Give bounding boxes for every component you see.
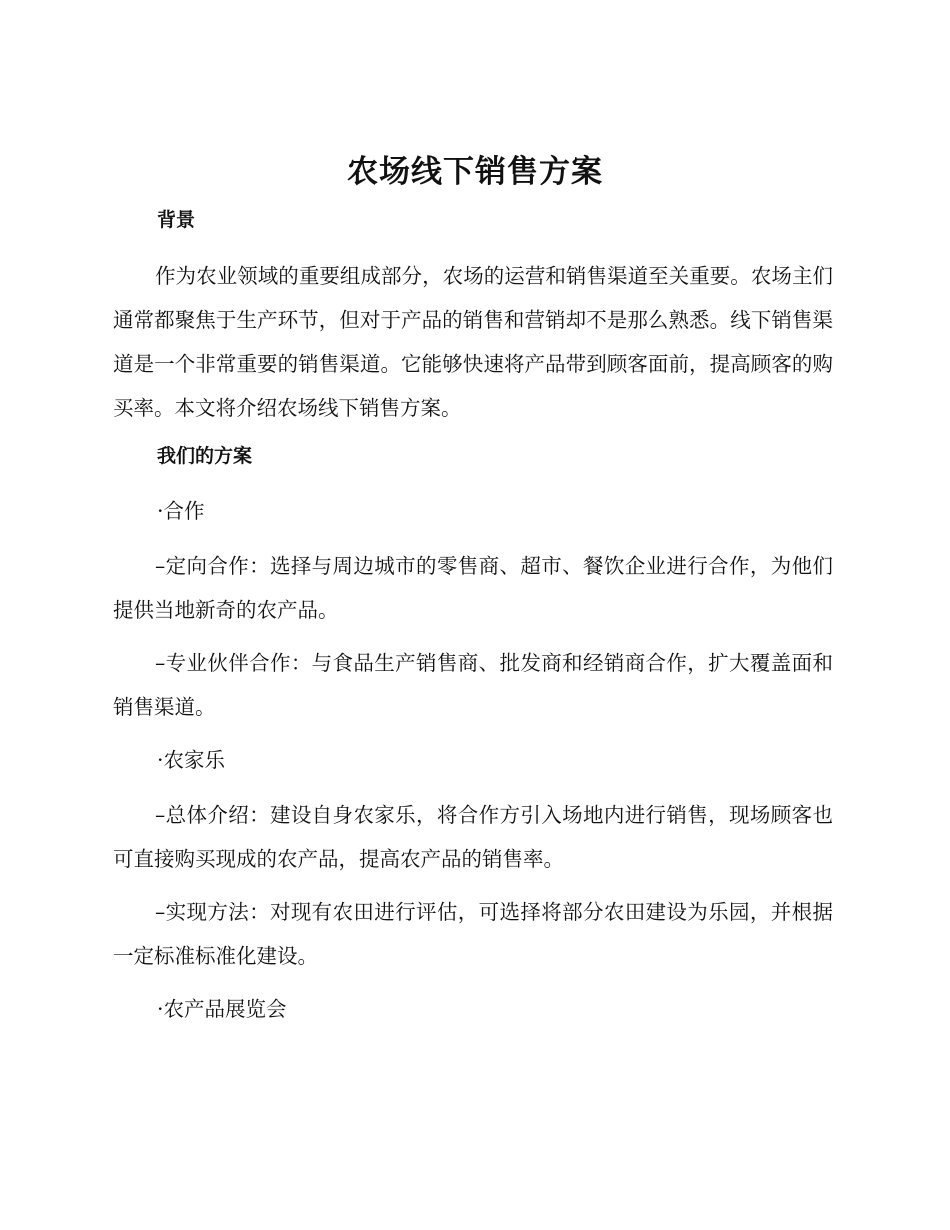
bullet-farmstay: ·农家乐 bbox=[157, 748, 226, 772]
document-title: 农场线下销售方案 bbox=[347, 154, 603, 190]
item-partner-cooperation: –专业伙伴合作：与食品生产销售商、批发商和经销商合作，扩大覆盖面和销售渠道。 bbox=[113, 651, 833, 719]
bullet-cooperation: ·合作 bbox=[157, 499, 205, 523]
section-heading-background: 背景 bbox=[157, 209, 196, 231]
item-targeted-cooperation: –定向合作：选择与周边城市的零售商、超市、餐饮企业进行合作，为他们提供当地新奇的农产品。 bbox=[113, 554, 833, 622]
background-paragraph: 作为农业领域的重要组成部分，农场的运营和销售渠道至关重要。农场主们通常都聚焦于生产环节，但对于产品的销售和营销却不是那么熟悉。线下销售渠道是一个非常重要的销售渠道。它能够快速将产品带到顾客面前，提高顾客的购买率。本文将介绍农场线下销售方案。 bbox=[113, 264, 833, 420]
item-farmstay-method: –实现方法：对现有农田进行评估，可选择将部分农田建设为乐园，并根据一定标准标准化建设。 bbox=[113, 900, 833, 968]
item-farmstay-overview: –总体介绍：建设自身农家乐，将合作方引入场地内进行销售，现场顾客也可直接购买现成的农产品，提高农产品的销售率。 bbox=[113, 803, 833, 871]
section-heading-plan: 我们的方案 bbox=[157, 445, 253, 467]
bullet-exhibition: ·农产品展览会 bbox=[157, 997, 287, 1021]
